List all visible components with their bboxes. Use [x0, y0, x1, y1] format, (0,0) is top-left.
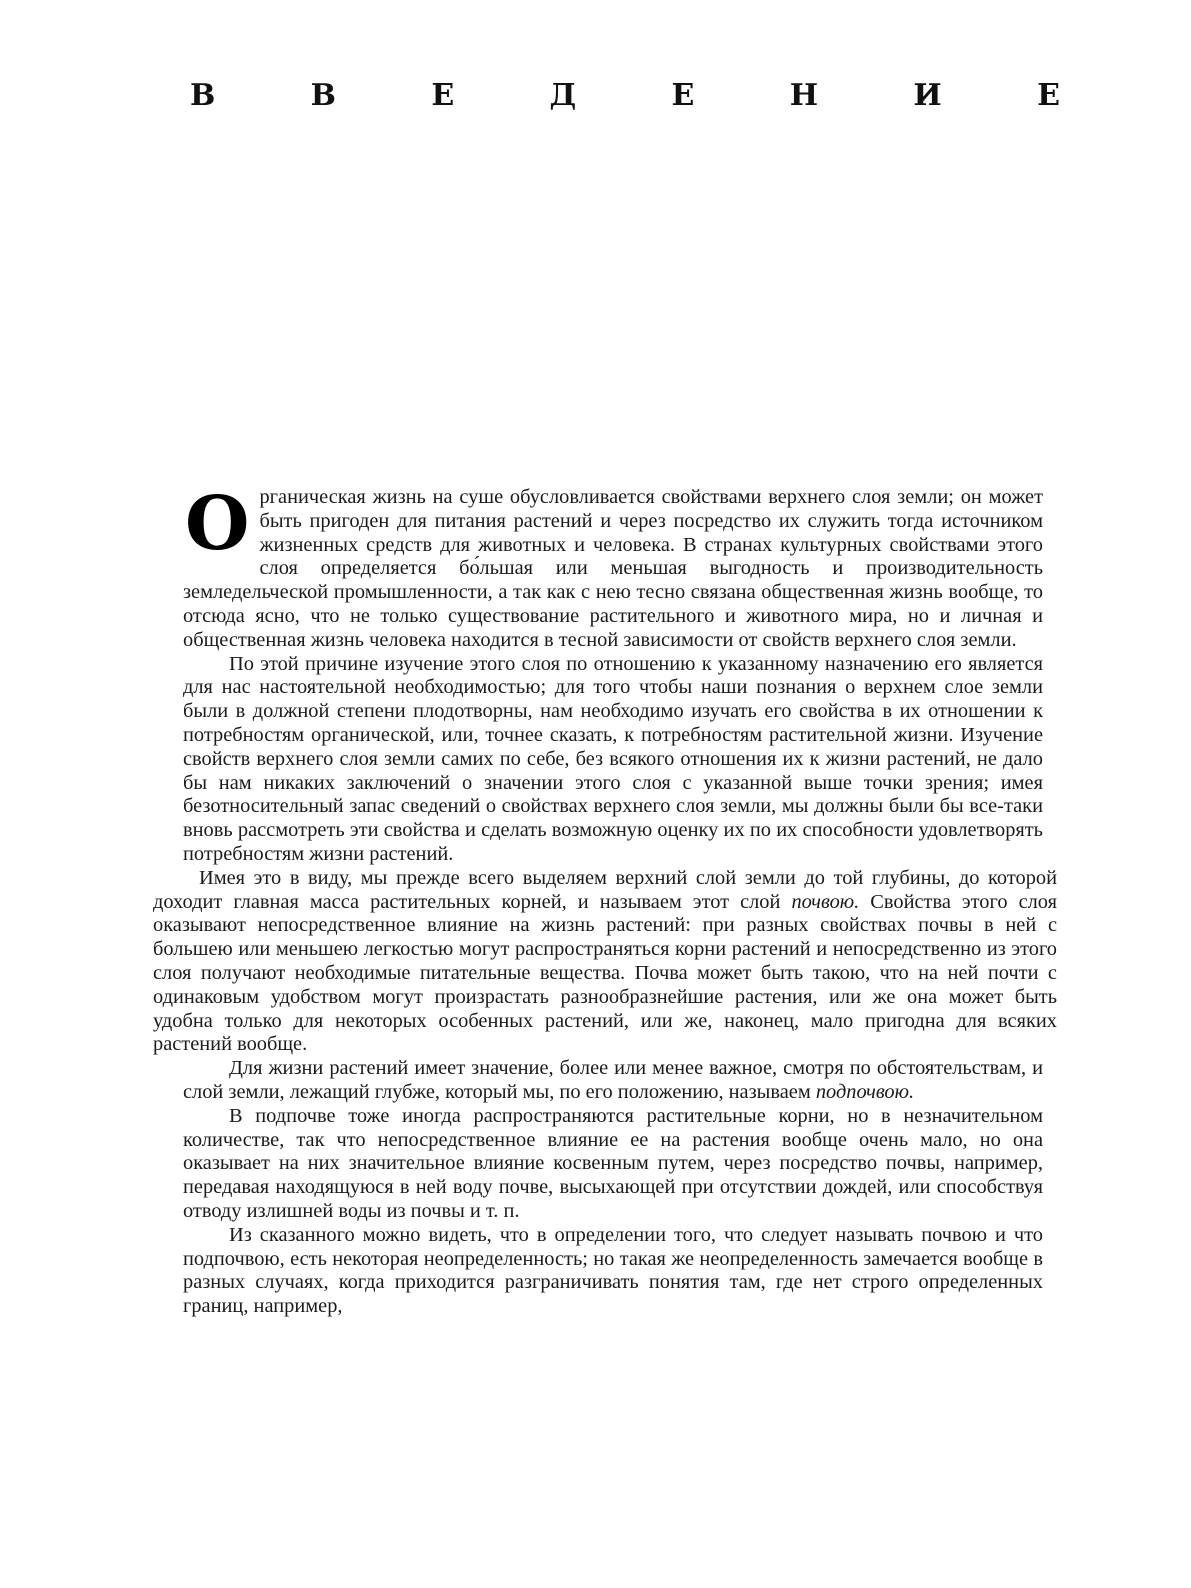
paragraph-text: Свойства этого слоя оказывают непосредственное влияние на жизнь растений: при разных свойствах почвы в ней с большею или меньшею легкостью могут распространяться корни растений и непосредственно из этого слоя получают необходимые питательные вещества. Почва может быть такою, что на ней почти с одинаковым удобством могут произрастать разнообразнейшие растения, или же она может быть удобна только для некоторых особенных растений, или же, наконец, мало пригодна для всяких растений вообще.	[153, 890, 1057, 1056]
heading-letter: Е	[1037, 78, 1060, 113]
heading-letter: Д	[549, 78, 577, 113]
paragraph-6	[183, 1224, 1043, 1319]
drop-cap: О	[185, 481, 250, 567]
paragraph-4	[183, 1057, 1043, 1105]
heading-letter: Е	[671, 78, 695, 113]
paragraph-text: Для жизни растений имеет значение, более или менее важное, смотря по обстоятельствам, и слой земли, лежащий глубже, который мы, по его положению, называем	[183, 1057, 1043, 1103]
paragraph-3	[153, 867, 1057, 1057]
paragraph-text: рганическая жизнь на суше обусловливается свойствами верхнего слоя земли; он может быть пригоден для питания растений и через посредство их служить тогда источником жизненных средств для животных и человека. В странах культурных свойствами этого слоя определяется бо́льшая или меньшая выгодность и производительность земледельческой промышленности, а так как с нею тесно связана общественная жизнь вообще, то отсюда ясно, что не только существование растительного и животного мира, но и личная и общественная жизнь человека находится в тесной зависимости от свойств верхнего слоя земли.	[183, 486, 1043, 651]
paragraph-text: В подпочве тоже иногда распространяются растительные корни, но в незначительном количестве, так что непосредственное влияние ее на растения вообще очень мало, но она оказывает на них значительное влияние косвенным путем, через посредство почвы, например, передавая находящуюся в ней воду почве, высыхающей при отсутствии дождей, или способствуя отводу излишней воды из почвы и т. п.	[183, 1104, 1043, 1222]
paragraph-text: По этой причине изучение этого слоя по отношению к указанному назначению его является для нас настоятельной необходимостью; для того чтобы наши познания о верхнем слое земли были в должной степени плодотворны, нам необходимо изучать его свойства в их отношении к потребностям органической, или, точнее сказать, к потребностям растительной жизни. Изучение свойств верхнего слоя земли самих по себе, без всякого отношения их к жизни растений, не дало бы нам никаких заключений о значении этого слоя с указанной выше точки зрения; имея безотносительный запас сведений о свойствах верхнего слоя земли, мы должны были бы все-таки вновь рассмотреть эти свойства и сделать возможную оценку их по их способности удовлетворять потребностям жизни растений.	[183, 652, 1043, 865]
paragraph-text: Имея это в виду, мы прежде всего выделяем верхний слой земли до той глубины, до которой доходит главная масса растительных корней, и называем этот слой	[153, 866, 1057, 913]
heading-letter: В	[310, 78, 337, 113]
paragraph-text: Из сказанного можно видеть, что в определении того, что следует называть почвою и что подпочвою, есть некоторая неопределенность; но такая же неопределенность замечается вообще в разных случаях, когда приходится разграничивать понятия там, где нет строго определенных границ, например,	[183, 1223, 1043, 1318]
heading-letter: Е	[431, 78, 455, 113]
heading-letter: Н	[789, 78, 819, 113]
paragraph-1	[183, 481, 1043, 653]
paragraph-5	[183, 1105, 1043, 1224]
body-text	[153, 481, 1057, 1319]
paragraph-2	[183, 653, 1043, 867]
term-subsoil: подпочвою.	[815, 1080, 915, 1103]
heading-letter: И	[913, 78, 942, 113]
heading-letter: В	[190, 78, 216, 113]
chapter-heading	[190, 78, 1060, 113]
term-soil: почвою.	[791, 890, 860, 913]
